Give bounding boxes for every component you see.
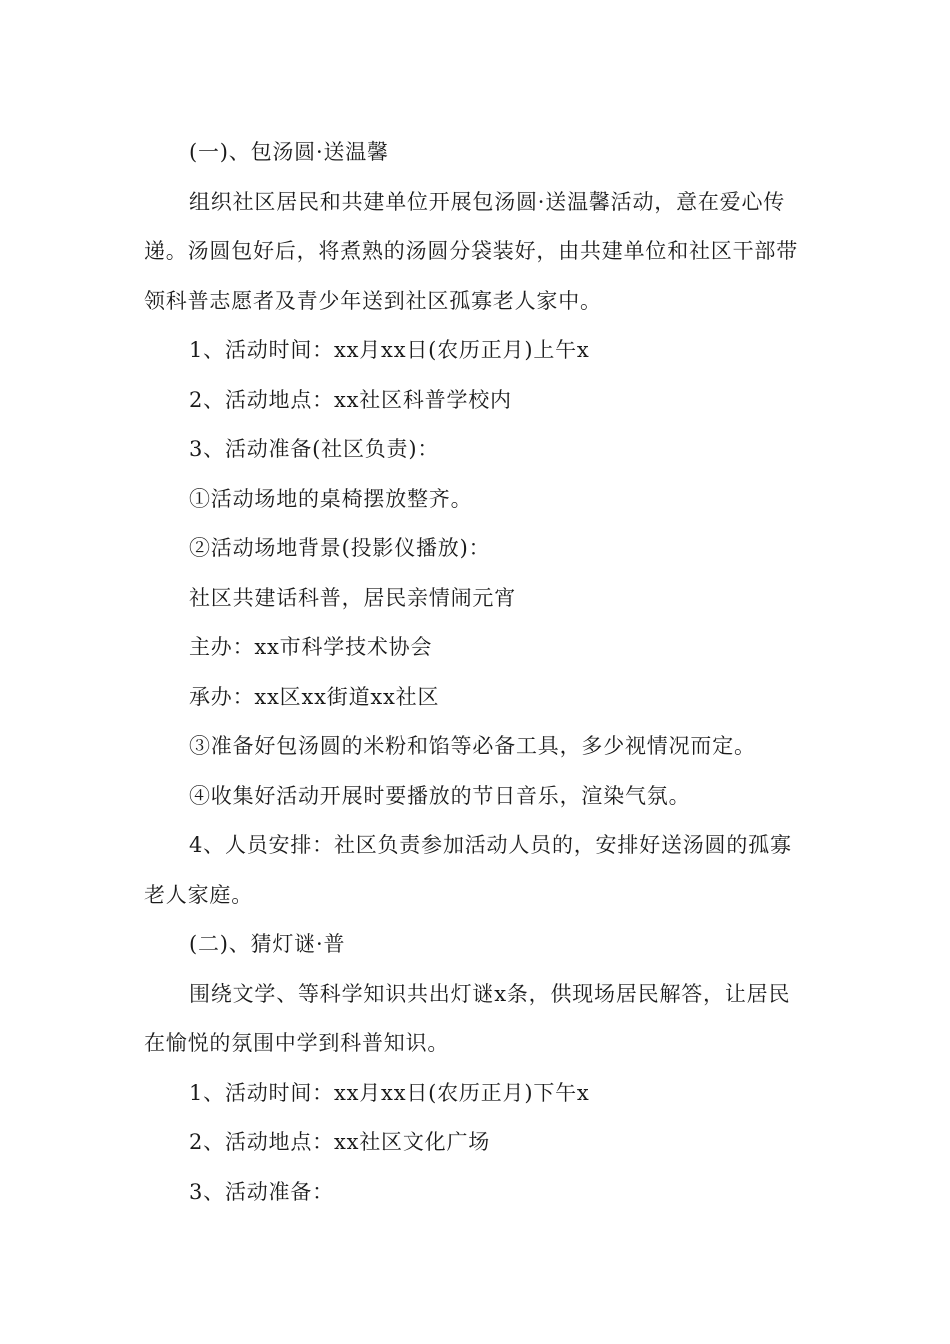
section-2-preparation: 3、活动准备： [189, 1179, 334, 1204]
organizer: 主办：xx市科学技术协会 [189, 635, 433, 659]
co-organizer: 承办：xx区xx街道xx社区 [189, 684, 440, 709]
section-1-location: 2、活动地点：xx社区科普学校内 [189, 387, 512, 412]
preparation-item-2: ②活动场地背景(投影仪播放)： [189, 536, 491, 560]
section-2-intro: 围绕文学、等科学知识共出灯谜x条，供现场居民解答，让居民在愉悦的氛围中学到科普知识。 [144, 981, 791, 1055]
section-heading-2: (二)、猜灯谜·普 [189, 932, 346, 956]
banner-slogan: 社区共建话科普，居民亲情闹元宵 [189, 585, 516, 610]
section-1-intro: 组织社区居民和共建单位开展包汤圆·送温馨活动，意在爱心传递。汤圆包好后，将煮熟的汤圆分袋装好，由共建单位和社区干部带领科普志愿者及青少年送到社区孤寡老人家中。 [144, 189, 798, 313]
preparation-item-1: ①活动场地的桌椅摆放整齐。 [189, 486, 473, 511]
preparation-item-4: ④收集好活动开展时要播放的节日音乐，渲染气氛。 [189, 783, 691, 808]
section-heading-1: (一)、包汤圆·送温馨 [189, 140, 389, 164]
section-1-staffing: 4、人员安排：社区负责参加活动人员的，安排好送汤圆的孤寡老人家庭。 [144, 833, 792, 907]
section-1-preparation: 3、活动准备(社区负责)： [189, 437, 440, 461]
section-1-time: 1、活动时间：xx月xx日(农历正月)上午x [189, 338, 590, 362]
document-body [144, 128, 808, 1217]
section-2-time: 1、活动时间：xx月xx日(农历正月)下午x [189, 1080, 590, 1105]
section-2-location: 2、活动地点：xx社区文化广场 [189, 1130, 491, 1154]
preparation-item-3: ③准备好包汤圆的米粉和馅等必备工具，多少视情况而定。 [189, 734, 756, 758]
